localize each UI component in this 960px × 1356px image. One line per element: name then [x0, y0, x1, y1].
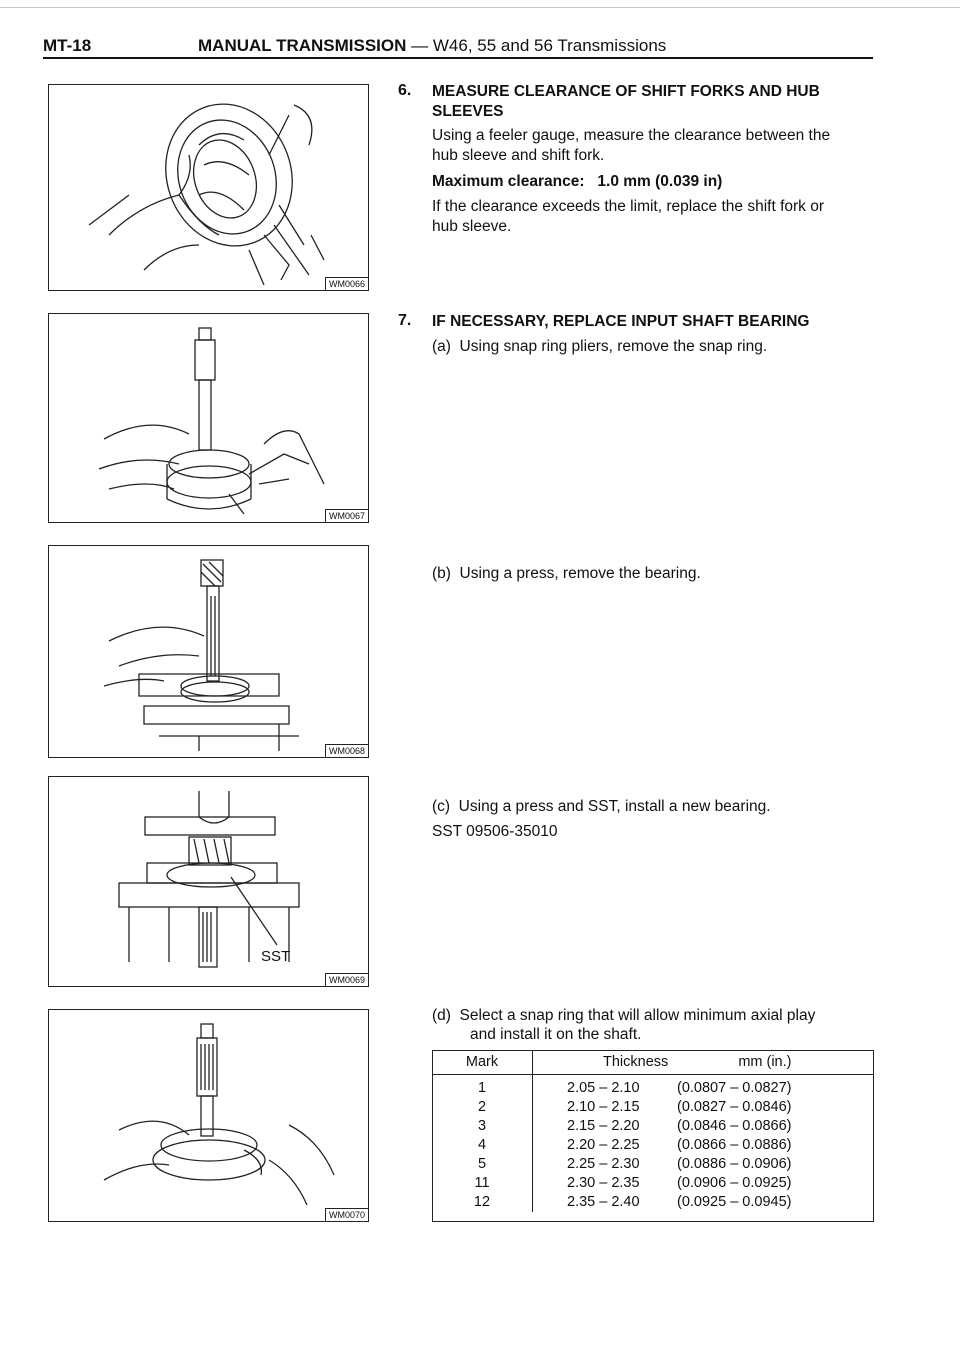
table-row	[432, 1193, 874, 1212]
feeler-gauge-illustration	[49, 85, 370, 292]
step-6-note-line1: If the clearance exceeds the limit, replace the shift fork or	[432, 198, 824, 215]
row-mm: 2.25 – 2.30	[567, 1156, 640, 1172]
row-mark: 12	[432, 1193, 533, 1212]
row-mark: 11	[432, 1174, 533, 1193]
step-7d-line2: and install it on the shaft.	[470, 1026, 642, 1043]
table-row	[432, 1098, 874, 1117]
row-mm: 2.10 – 2.15	[567, 1099, 640, 1115]
step-7c: (c) Using a press and SST, install a new bearing.	[432, 798, 771, 815]
row-inch: (0.0807 – 0.0827)	[677, 1080, 792, 1096]
row-mark: 2	[432, 1098, 533, 1117]
step-6-note-line2: hub sleeve.	[432, 218, 512, 235]
step-6-spec	[432, 172, 722, 192]
step-6-heading-line1: MEASURE CLEARANCE OF SHIFT FORKS AND HUB	[432, 83, 820, 100]
row-inch: (0.0846 – 0.0866)	[677, 1118, 792, 1134]
page-number: MT-18	[43, 36, 92, 55]
row-inch: (0.0925 – 0.0945)	[677, 1194, 792, 1210]
step-7a: (a) Using snap ring pliers, remove the snap ring.	[432, 338, 768, 355]
step-6-heading-line2: SLEEVES	[432, 103, 504, 120]
figure-code: WM0067	[325, 509, 368, 522]
col-unit: mm (in.)	[738, 1054, 792, 1070]
row-inch: (0.0906 – 0.0925)	[677, 1175, 792, 1191]
step-6-text-line1: Using a feeler gauge, measure the clearance between the	[432, 127, 831, 144]
snap-ring-pliers-illustration	[49, 314, 370, 524]
col-thickness-label: Thickness	[603, 1054, 669, 1070]
col-mark: Mark	[432, 1050, 533, 1075]
row-inch: (0.0866 – 0.0886)	[677, 1137, 792, 1153]
figure-feeler-gauge	[48, 84, 369, 291]
snap-ring-table	[432, 1050, 874, 1212]
table-row	[432, 1117, 874, 1136]
figure-install-snap-ring	[48, 1009, 369, 1222]
table-row	[432, 1136, 874, 1155]
row-mm: 2.35 – 2.40	[567, 1194, 640, 1210]
step-7-number: 7.	[398, 312, 412, 329]
spec-value: 1.0 mm (0.039 in)	[597, 173, 723, 190]
step-6-number: 6.	[398, 82, 412, 99]
title-main: MANUAL TRANSMISSION	[198, 36, 407, 55]
spec-label: Maximum clearance:	[432, 173, 585, 190]
table-row	[432, 1174, 874, 1193]
row-mark: 1	[432, 1075, 533, 1099]
row-mark: 3	[432, 1117, 533, 1136]
step-7d-line1: (d) Select a snap ring that will allow minimum axial play	[432, 1007, 816, 1024]
figure-code: WM0066	[325, 277, 368, 290]
press-remove-bearing-illustration	[49, 546, 370, 759]
sst-label: SST	[261, 948, 291, 965]
figure-press-sst-install	[48, 776, 369, 987]
row-mark: 4	[432, 1136, 533, 1155]
row-inch: (0.0886 – 0.0906)	[677, 1156, 792, 1172]
page-title	[198, 36, 666, 56]
top-scan-line	[0, 7, 960, 8]
figure-press-remove-bearing	[48, 545, 369, 758]
figure-snap-ring-pliers	[48, 313, 369, 523]
install-snap-ring-illustration	[49, 1010, 370, 1223]
header-rule	[43, 57, 873, 59]
step-6-text-line2: hub sleeve and shift fork.	[432, 147, 605, 164]
table-row	[432, 1155, 874, 1174]
title-subtitle: — W46, 55 and 56 Transmissions	[411, 36, 667, 55]
table-header-row	[432, 1050, 874, 1075]
press-sst-install-illustration	[49, 777, 370, 988]
row-mm: 2.15 – 2.20	[567, 1118, 640, 1134]
figure-code: WM0068	[325, 744, 368, 757]
table-row	[432, 1075, 874, 1099]
step-7c-sst: SST 09506-35010	[432, 823, 558, 840]
col-thickness	[533, 1050, 875, 1075]
row-inch: (0.0827 – 0.0846)	[677, 1099, 792, 1115]
row-mm: 2.20 – 2.25	[567, 1137, 640, 1153]
row-mark: 5	[432, 1155, 533, 1174]
figure-code: WM0070	[325, 1208, 368, 1221]
step-7b: (b) Using a press, remove the bearing.	[432, 565, 701, 582]
row-mm: 2.05 – 2.10	[567, 1080, 640, 1096]
step-7-heading: IF NECESSARY, REPLACE INPUT SHAFT BEARING	[432, 313, 810, 330]
row-mm: 2.30 – 2.35	[567, 1175, 640, 1191]
figure-code: WM0069	[325, 973, 368, 986]
